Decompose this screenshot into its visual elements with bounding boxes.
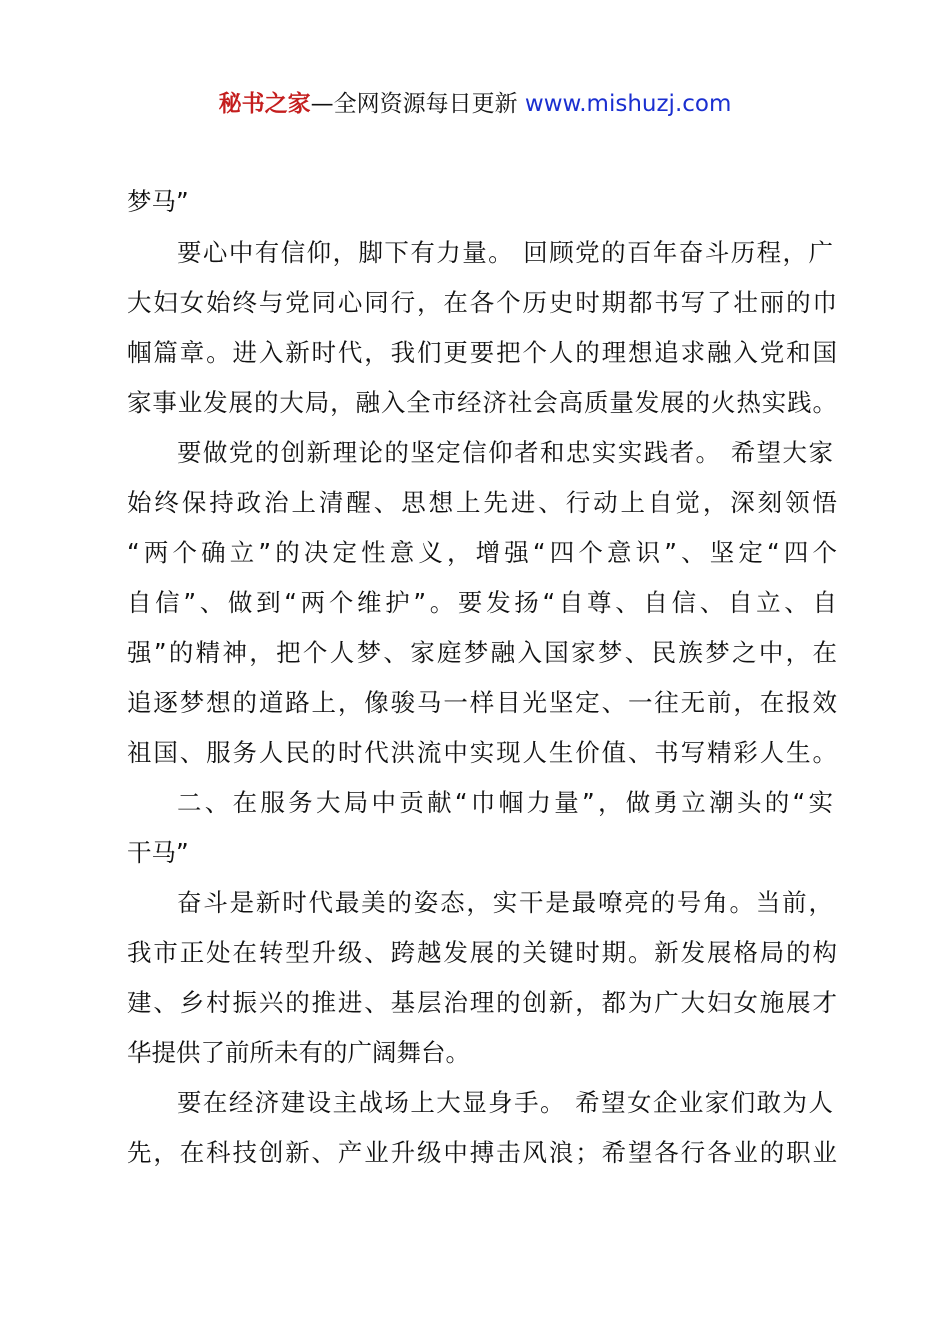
- text-line: 自信”、做到“两个维护”。要发扬“自尊、自信、自立、自: [127, 588, 837, 617]
- text-line: 始终保持政治上清醒、思想上先进、行动上自觉，深刻领悟: [127, 488, 837, 517]
- text-line: “两个确立”的决定性意义，增强“四个意识”、坚定“四个: [127, 538, 837, 567]
- text-line: 我市正处在转型升级、跨越发展的关键时期。新发展格局的构: [127, 938, 837, 967]
- section-heading: 二、在服务大局中贡献“巾帼力量”，做勇立潮头的“实: [177, 788, 833, 817]
- text-line: 强”的精神，把个人梦、家庭梦融入国家梦、民族梦之中，在: [127, 638, 837, 667]
- website-link[interactable]: www.mishuzj.com: [524, 91, 732, 117]
- text-line: 帼篇章。进入新时代，我们更要把个人的理想追求融入党和国: [127, 338, 837, 367]
- text-line: 华提供了前所未有的广阔舞台。: [127, 1038, 470, 1067]
- text-line: 奋斗是新时代最美的姿态，实干是最嘹亮的号角。当前，: [177, 888, 833, 917]
- text-line: 大妇女始终与党同心同行，在各个历史时期都书写了壮丽的巾: [127, 288, 837, 317]
- text-line: 追逐梦想的道路上，像骏马一样目光坚定、一往无前，在报效: [127, 688, 837, 717]
- text-line: 要在经济建设主战场上大显身手。 希望女企业家们敢为人: [177, 1088, 833, 1117]
- section-heading-cont: 干马”: [127, 838, 189, 867]
- text-line: 建、乡村振兴的推进、基层治理的创新，都为广大妇女施展才: [127, 988, 837, 1017]
- text-line: 先，在科技创新、产业升级中搏击风浪；希望各行各业的职业: [127, 1138, 837, 1167]
- brand-name: 秘书之家: [218, 91, 311, 117]
- text-line: 祖国、服务人民的时代洪流中实现人生价值、书写精彩人生。: [127, 738, 837, 767]
- text-line: 家事业发展的大局，融入全市经济社会高质量发展的火热实践。: [127, 388, 837, 417]
- text-line: 梦马”: [127, 187, 189, 216]
- text-line: 要心中有信仰，脚下有力量。 回顾党的百年奋斗历程，广: [177, 238, 833, 267]
- page-header: [0, 88, 950, 120]
- header-tagline: —全网资源每日更新: [310, 91, 518, 117]
- text-line: 要做党的创新理论的坚定信仰者和忠实实践者。 希望大家: [177, 438, 833, 467]
